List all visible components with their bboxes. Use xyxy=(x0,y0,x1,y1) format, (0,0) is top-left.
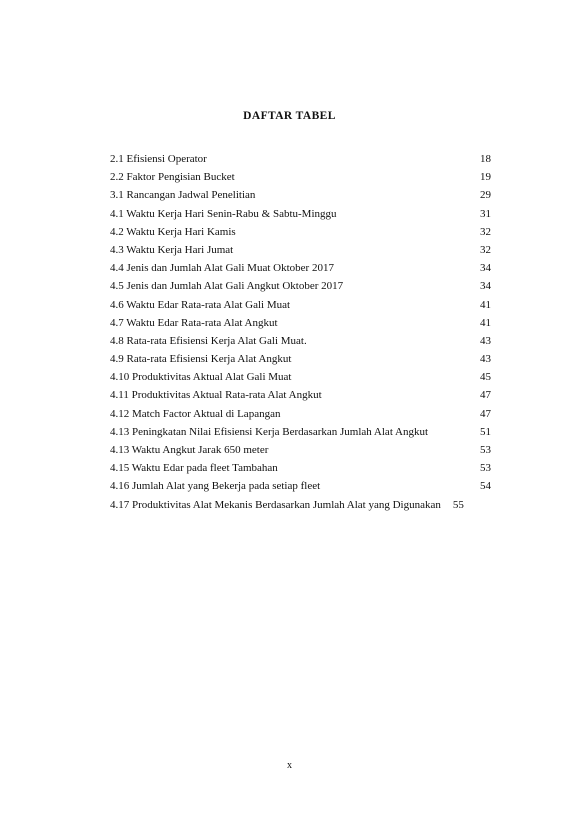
toc-entry-page: 47 xyxy=(480,389,491,402)
toc-entry-page: 34 xyxy=(480,280,491,293)
toc-entry-label: 4.3 Waktu Kerja Hari Jumat xyxy=(110,243,234,256)
toc-entry[interactable] xyxy=(110,150,491,168)
toc-entry-label: 4.9 Rata-rata Efisiensi Kerja Alat Angkut xyxy=(110,353,292,366)
toc-entry-page: 51 xyxy=(480,425,491,438)
toc-entry[interactable] xyxy=(110,241,491,259)
toc-entry-label: 4.10 Produktivitas Aktual Alat Gali Muat xyxy=(110,371,292,384)
toc-entry-page: 53 xyxy=(480,462,491,475)
toc-entry-label: 4.11 Produktivitas Aktual Rata-rata Alat Angkut xyxy=(110,389,322,402)
toc-entry[interactable] xyxy=(110,405,491,423)
toc-entry[interactable] xyxy=(110,477,491,495)
toc-entry-label: 2.2 Faktor Pengisian Bucket xyxy=(110,171,235,184)
toc-entry-page: 47 xyxy=(480,407,491,420)
toc-entry-label: 4.15 Waktu Edar pada fleet Tambahan xyxy=(110,462,278,475)
toc-entry-page: 43 xyxy=(480,353,491,366)
toc-entry-page: 34 xyxy=(480,262,491,275)
toc-entry-label: 2.1 Efisiensi Operator xyxy=(110,153,207,165)
toc-entry-page: 18 xyxy=(480,153,491,165)
toc-entry-label: 4.13 Peningkatan Nilai Efisiensi Kerja Berdasarkan Jumlah Alat Angkut xyxy=(110,425,429,438)
toc-entry[interactable] xyxy=(110,205,491,223)
toc-entry[interactable] xyxy=(110,186,491,204)
toc-entry-label: 4.5 Jenis dan Jumlah Alat Gali Angkut Oktober 2017 xyxy=(110,280,344,293)
toc-entry-label: 4.16 Jumlah Alat yang Bekerja pada setiap fleet xyxy=(110,480,321,493)
toc-entry-page: 53 xyxy=(480,444,491,456)
toc-entry[interactable] xyxy=(110,423,491,441)
toc-entry[interactable] xyxy=(110,296,491,314)
toc-entry[interactable] xyxy=(110,223,491,241)
toc-entry-label: 4.1 Waktu Kerja Hari Senin-Rabu & Sabtu-Minggu xyxy=(110,207,337,220)
toc-entry[interactable] xyxy=(110,314,491,332)
toc-entry[interactable] xyxy=(110,350,491,368)
toc-entry-label: 4.12 Match Factor Aktual di Lapangan xyxy=(110,407,281,420)
toc-entry-page: 41 xyxy=(480,316,491,329)
page-title: DAFTAR TABEL xyxy=(243,110,336,122)
toc-entry[interactable] xyxy=(110,368,491,386)
toc-entry[interactable] xyxy=(110,386,491,404)
toc-entry[interactable] xyxy=(110,168,491,186)
toc-entry[interactable] xyxy=(110,332,491,350)
toc-entry[interactable] xyxy=(110,277,491,295)
toc-entry-page: 54 xyxy=(480,480,491,493)
toc-entry-page: 19 xyxy=(480,171,491,184)
toc-entry-label: 4.2 Waktu Kerja Hari Kamis xyxy=(110,225,236,238)
page-number: x xyxy=(287,760,292,771)
toc-entry[interactable] xyxy=(110,496,491,514)
toc-entry-page: 43 xyxy=(480,334,491,347)
toc-entry-label: 4.13 Waktu Angkut Jarak 650 meter xyxy=(110,444,269,456)
toc-entry-page: 32 xyxy=(480,225,491,238)
toc-entry-page: 45 xyxy=(480,371,491,384)
toc-entry-label: 4.7 Waktu Edar Rata-rata Alat Angkut xyxy=(110,316,278,329)
toc-entry-label: 4.17 Produktivitas Alat Mekanis Berdasarkan Jumlah Alat yang Digunakan xyxy=(110,498,441,511)
toc-entry-label: 3.1 Rancangan Jadwal Penelitian xyxy=(110,189,256,202)
toc-entry-page: 41 xyxy=(480,298,491,311)
table-of-contents-list xyxy=(110,150,491,514)
toc-entry-page: 55 xyxy=(452,498,464,511)
toc-entry-label: 4.6 Waktu Edar Rata-rata Alat Gali Muat xyxy=(110,298,291,311)
toc-entry[interactable] xyxy=(110,441,491,459)
toc-entry[interactable] xyxy=(110,459,491,477)
toc-entry[interactable] xyxy=(110,259,491,277)
toc-entry-page: 31 xyxy=(480,207,491,220)
toc-entry-label: 4.4 Jenis dan Jumlah Alat Gali Muat Oktober 2017 xyxy=(110,262,334,275)
toc-entry-page: 32 xyxy=(480,243,491,256)
toc-entry-label: 4.8 Rata-rata Efisiensi Kerja Alat Gali Muat. xyxy=(110,334,307,347)
toc-entry-page: 29 xyxy=(480,189,491,202)
